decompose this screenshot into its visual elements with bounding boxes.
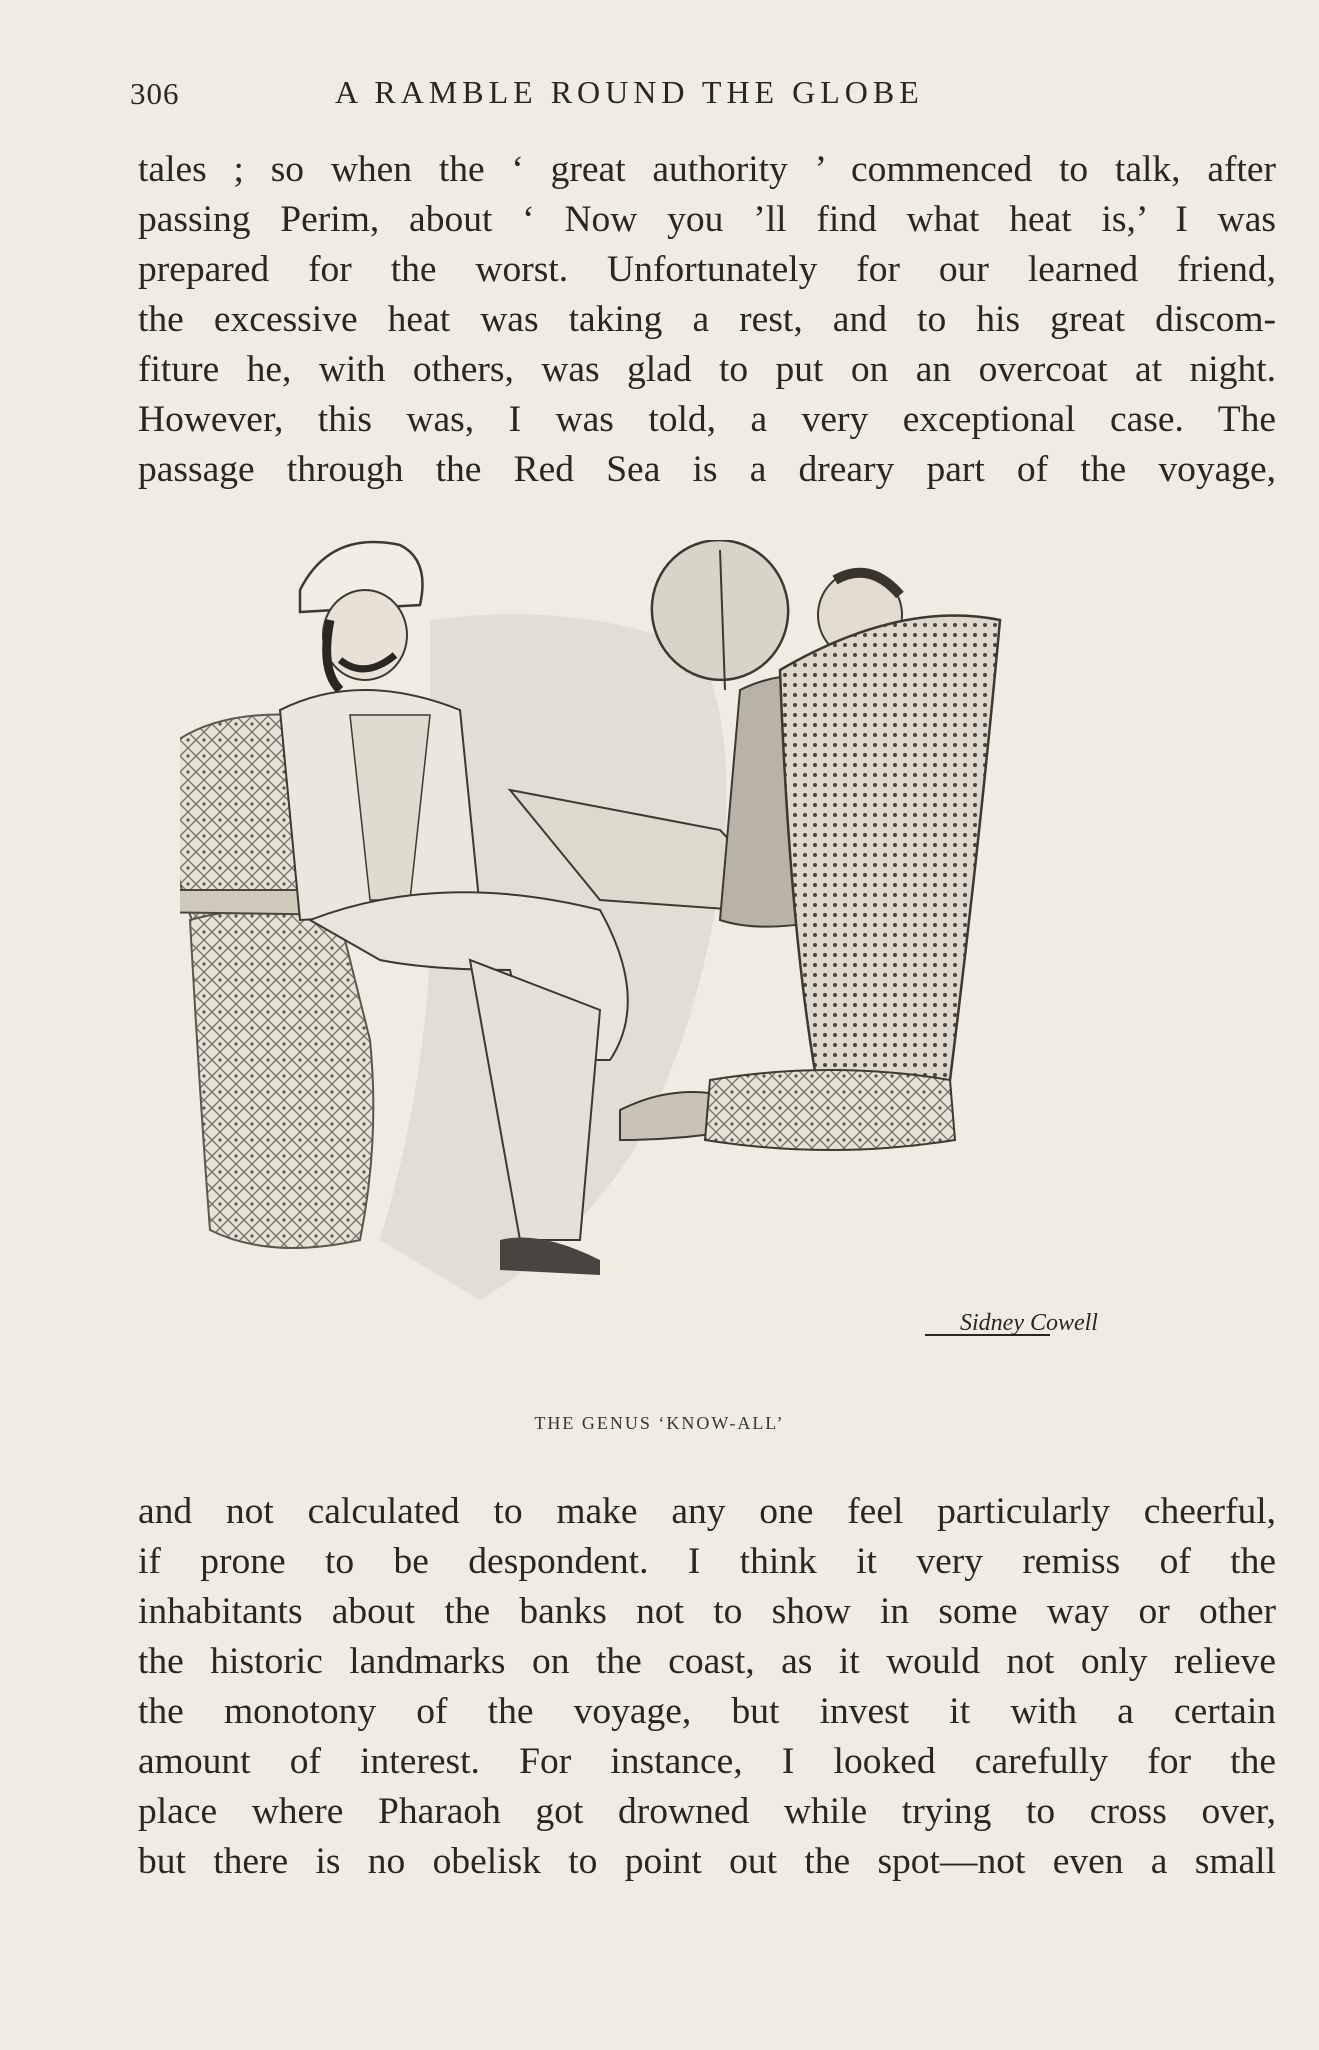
figure-caption: THE GENUS ‘KNOW-ALL’: [534, 1413, 785, 1433]
text-line: the historic landmarks on the coast, as it would not only relieve: [138, 1641, 1276, 1682]
text-line: prepared for the worst. Unfortunately for our learned friend,: [138, 249, 1276, 290]
text-line: amount of interest. For instance, I looked carefully for the: [138, 1741, 1276, 1782]
text-line: the monotony of the voyage, but invest it with a certain: [138, 1691, 1276, 1732]
text-line: inhabitants about the banks not to show in some way or other: [138, 1591, 1276, 1632]
text-line: but there is no obelisk to point out the spot—not even a small: [138, 1841, 1276, 1882]
artist-signature: Sidney Cowell: [960, 1310, 1098, 1336]
paragraph-top: [138, 145, 1276, 495]
paragraph-bottom: [138, 1487, 1276, 1887]
text-line: place where Pharaoh got drowned while trying to cross over,: [138, 1791, 1276, 1832]
page-number: 306: [130, 76, 180, 111]
text-line: However, this was, I was told, a very exceptional case. The: [138, 399, 1276, 440]
running-title: A RAMBLE ROUND THE GLOBE: [335, 74, 924, 110]
illustration: [180, 540, 1220, 1400]
text-line: the excessive heat was taking a rest, and to his great discom-: [138, 299, 1276, 340]
text-line: passage through the Red Sea is a dreary part of the voyage,: [138, 449, 1276, 490]
text-line: fiture he, with others, was glad to put on an overcoat at night.: [138, 349, 1276, 390]
illustration-drawing: [180, 540, 1220, 1400]
text-line: and not calculated to make any one feel particularly cheerful,: [138, 1491, 1276, 1532]
text-line: tales ; so when the ‘ great authority ’ commenced to talk, after: [138, 149, 1276, 190]
text-line: if prone to be despondent. I think it very remiss of the: [138, 1541, 1276, 1582]
text-line: passing Perim, about ‘ Now you ’ll find what heat is,’ I was: [138, 199, 1276, 240]
running-head: [130, 70, 1080, 114]
